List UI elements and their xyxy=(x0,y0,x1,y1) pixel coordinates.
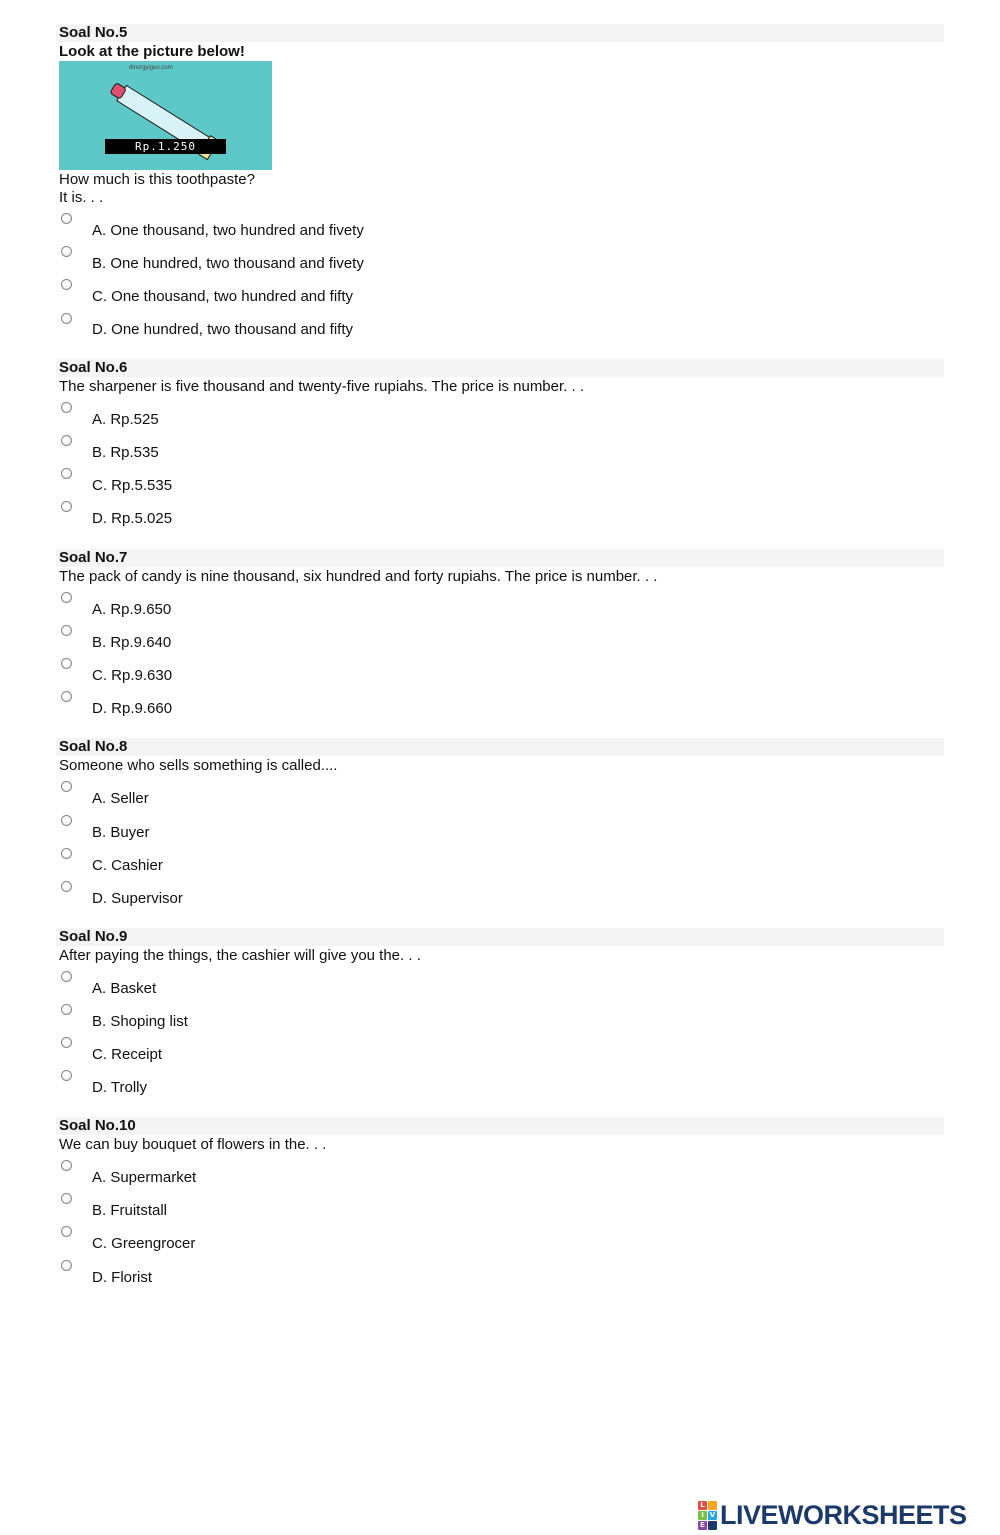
radio-q9-d[interactable] xyxy=(61,1070,72,1081)
question-10-prompt: We can buy bouquet of flowers in the. . . xyxy=(59,1136,327,1153)
question-8-header: Soal No.8 xyxy=(56,738,944,756)
logo-cubes-icon xyxy=(698,1501,717,1530)
option-q10-a[interactable]: A. Supermarket xyxy=(92,1169,197,1186)
option-q8-b[interactable]: B. Buyer xyxy=(92,824,150,841)
option-q10-d[interactable]: D. Florist xyxy=(92,1269,152,1286)
logo-cube xyxy=(708,1521,717,1530)
radio-q5-b[interactable] xyxy=(61,246,72,257)
question-5-header: Soal No.5 xyxy=(56,24,944,42)
option-q7-d[interactable]: D. Rp.9.660 xyxy=(92,700,173,717)
option-q6-a[interactable]: A. Rp.525 xyxy=(92,411,159,428)
radio-q8-d[interactable] xyxy=(61,881,72,892)
logo-letter-e: E xyxy=(698,1521,707,1530)
logo-text: LIVEWORKSHEETS xyxy=(720,1500,967,1530)
radio-q6-c[interactable] xyxy=(61,468,72,479)
question-8-prompt: Someone who sells something is called.... xyxy=(59,757,338,774)
radio-q7-a[interactable] xyxy=(61,592,72,603)
radio-q10-a[interactable] xyxy=(61,1160,72,1171)
question-9-header: Soal No.9 xyxy=(56,928,944,946)
option-q8-a[interactable]: A. Seller xyxy=(92,790,149,807)
radio-q5-c[interactable] xyxy=(61,279,72,290)
radio-q9-c[interactable] xyxy=(61,1037,72,1048)
question-6-prompt: The sharpener is five thousand and twenty-five rupiahs. The price is number. . . xyxy=(59,378,584,395)
price-tag: Rp.1.250 xyxy=(105,139,226,154)
radio-q6-a[interactable] xyxy=(61,402,72,413)
radio-q5-d[interactable] xyxy=(61,313,72,324)
option-q7-c[interactable]: C. Rp.9.630 xyxy=(92,667,173,684)
option-q8-c[interactable]: C. Cashier xyxy=(92,857,163,874)
option-q9-b[interactable]: B. Shoping list xyxy=(92,1013,188,1030)
option-q5-d[interactable]: D. One hundred, two thousand and fifty xyxy=(92,321,353,338)
option-q9-c[interactable]: C. Receipt xyxy=(92,1046,163,1063)
option-q5-a[interactable]: A. One thousand, two hundred and fivety xyxy=(92,222,364,239)
picture-caption: dinsrgyiguo.com xyxy=(129,65,173,71)
option-q7-a[interactable]: A. Rp.9.650 xyxy=(92,601,172,618)
question-6-header: Soal No.6 xyxy=(56,359,944,377)
radio-q7-c[interactable] xyxy=(61,658,72,669)
radio-q6-d[interactable] xyxy=(61,501,72,512)
logo-letter-v: V xyxy=(709,1510,716,1519)
question-9-prompt: After paying the things, the cashier will give you the. . . xyxy=(59,947,421,964)
radio-q7-b[interactable] xyxy=(61,625,72,636)
logo-letter-i: I xyxy=(698,1511,707,1520)
radio-q10-d[interactable] xyxy=(61,1260,72,1271)
option-q6-c[interactable]: C. Rp.5.535 xyxy=(92,477,173,494)
radio-q7-d[interactable] xyxy=(61,691,72,702)
logo-cube xyxy=(708,1501,717,1510)
question-7-header: Soal No.7 xyxy=(56,549,944,567)
radio-q6-b[interactable] xyxy=(61,435,72,446)
option-q10-b[interactable]: B. Fruitstall xyxy=(92,1202,168,1219)
question-5-prompt-continuation: It is. . . xyxy=(59,189,104,206)
option-q5-b[interactable]: B. One hundred, two thousand and fivety xyxy=(92,255,364,272)
question-5-instruction: Look at the picture below! xyxy=(59,43,245,60)
radio-q5-a[interactable] xyxy=(61,213,72,224)
option-q9-d[interactable]: D. Trolly xyxy=(92,1079,148,1096)
option-q8-d[interactable]: D. Supervisor xyxy=(92,890,183,907)
liveworksheets-logo[interactable] xyxy=(698,1500,967,1530)
option-q6-d[interactable]: D. Rp.5.025 xyxy=(92,510,173,527)
radio-q10-b[interactable] xyxy=(61,1193,72,1204)
question-5-prompt: How much is this toothpaste? xyxy=(59,171,255,188)
option-q5-c[interactable]: C. One thousand, two hundred and fifty xyxy=(92,288,353,305)
question-7-prompt: The pack of candy is nine thousand, six hundred and forty rupiahs. The price is number. . . xyxy=(59,568,658,585)
question-10-header: Soal No.10 xyxy=(56,1117,944,1135)
option-q7-b[interactable]: B. Rp.9.640 xyxy=(92,634,172,651)
option-q10-c[interactable]: C. Greengrocer xyxy=(92,1235,196,1252)
radio-q9-a[interactable] xyxy=(61,971,72,982)
option-q9-a[interactable]: A. Basket xyxy=(92,980,157,997)
radio-q9-b[interactable] xyxy=(61,1004,72,1015)
logo-letter-l: L xyxy=(698,1501,707,1510)
radio-q8-b[interactable] xyxy=(61,815,72,826)
option-q6-b[interactable]: B. Rp.535 xyxy=(92,444,159,461)
radio-q8-a[interactable] xyxy=(61,781,72,792)
radio-q10-c[interactable] xyxy=(61,1226,72,1237)
toothpaste-picture xyxy=(59,61,272,170)
radio-q8-c[interactable] xyxy=(61,848,72,859)
